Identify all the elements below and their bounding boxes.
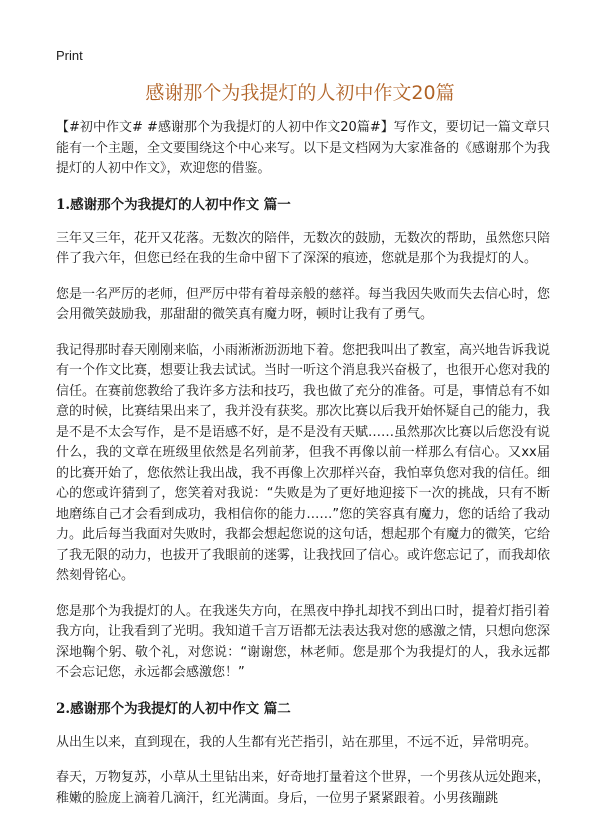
print-link[interactable]: Print <box>56 48 83 63</box>
section-heading-2: 2.感谢那个为我提灯的人初中作文 篇二 <box>56 700 291 717</box>
paragraph: 三年又三年，花开又花落。无数次的陪伴，无数次的鼓励，无数次的帮助，虽然您只陪伴了我六年，但您已经在我的生命中留下了深深的痕迹，您就是那个为我提灯的人。 <box>56 230 551 266</box>
paragraph: 从出生以来，直到现在，我的人生都有光芒指引，站在那里，不远不近，异常明亮。 <box>56 734 538 750</box>
paragraph: 您是那个为我提灯的人。在我迷失方向，在黑夜中挣扎却找不到出口时，提着灯指引着我方向，让我看到了光明。我知道千言万语都无法表达我对您的感激之情，只想向您深深地鞠个躬、敬个礼，对您说：“谢谢您，林老师。您是那个为我提灯的人，我永远都不会忘记您，永远都会感激您！” <box>56 603 551 680</box>
intro-paragraph: 【#初中作文# #感谢那个为我提灯的人初中作文20篇#】写作文，要切记一篇文章只能有一个主题，全文要围绕这个中心来写。以下是文档网为大家准备的《感谢那个为我提灯的人初中作文》，欢迎您的借鉴。 <box>56 120 551 176</box>
section-heading-1: 1.感谢那个为我提灯的人初中作文 篇一 <box>56 196 291 213</box>
paragraph: 我记得那时春天刚刚来临，小雨淅淅沥沥地下着。您把我叫出了教室，高兴地告诉我说有一个作文比赛，想要让我去试试。当时一听这个消息我兴奋极了，也很开心您对我的信任。在赛前您教给了我许多方法和技巧，我也做了充分的准备。可是，事情总有不如意的时候，比赛结果出来了，我并没有获奖。那次比赛以后我开始怀疑自己的能力，我是不是不太会写作，是不是语感不好，是不是没有天赋……虽然那次比赛以后您没有说什么，我的文章在班级里依然是名列前茅，但我不再像以前一样那么有信心。又xx届的比赛开始了，您依然让我出战，我不再像上次那样兴奋，我怕辜负您对我的信任。细心的您或许猜到了，您笑着对我说：“失败是为了更好地迎接下一次的挑战，只有不断地磨练自己才会看到成功，我相信你的能力……”您的笑容真有魔力，您的话给了我动力。此后每当我面对失败时，我都会想起您说的这句话，想起那个有魔力的微笑，它给了我无限的动力，也拔开了我眼前的迷雾，让我找回了信心。或许您忘记了，而我却依然刻骨铭心。 <box>56 342 551 583</box>
paragraph: 春天，万物复苏，小草从土里钻出来，好奇地打量着这个世界，一个男孩从远处跑来，稚嫩的脸庞上滴着几滴汗，红光满面。身后，一位男子紧紧跟着。小男孩蹦跳 <box>56 770 551 806</box>
page-title: 感谢那个为我提灯的人初中作文20篇 <box>145 82 455 104</box>
paragraph: 您是一名严厉的老师，但严厉中带有着母亲般的慈祥。每当我因失败而失去信心时，您会用微笑鼓励我，那甜甜的微笑真有魔力呀，顿时让我有了勇气。 <box>56 286 551 322</box>
article-body <box>56 118 550 824</box>
